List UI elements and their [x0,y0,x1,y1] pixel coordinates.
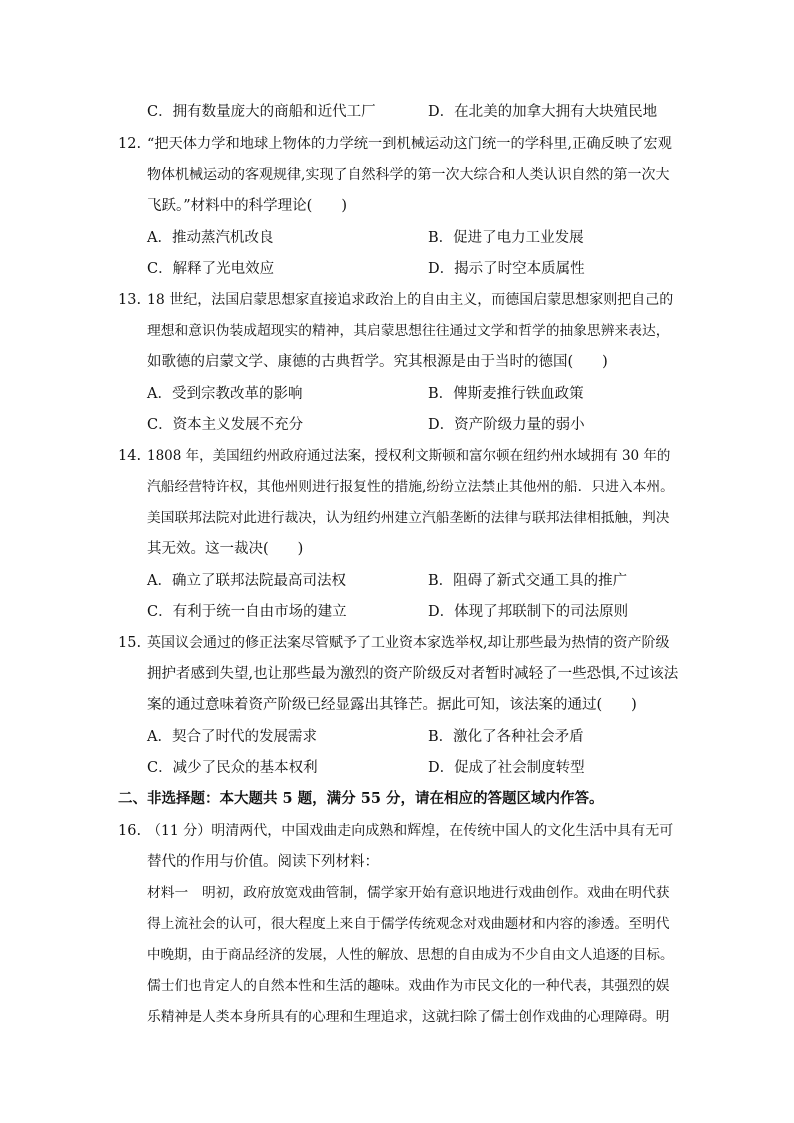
q13-option-a: A．受到宗教改革的影响 [147,386,303,402]
q15-option-d: D．促成了社会制度转型 [428,760,585,776]
q16-number: 16. [118,823,142,839]
q13-stem-line-2: 理想和意识伪装成超现实的精神，其启蒙思想往往通过文学和哲学的抽象思辨来表达， [147,323,670,339]
q13-stem-line-1: 18 世纪，法国启蒙思想家直接追求政治上的自由主义，而德国启蒙思想家则把自己的 [147,292,674,308]
q15-stem-line-1: 英国议会通过的修正法案尽管赋予了工业资本家选举权,却让那些最为热情的资产阶级 [147,635,670,651]
q14-option-b: B．阻碍了新式交通工具的推广 [428,573,628,589]
q16-material-line-4: 儒士们也肯定人的自然本性和生活的趣味。戏曲作为市民文化的一种代表，其强烈的娱 [147,978,670,994]
q14-option-a: A．确立了联邦法院最高司法权 [147,573,346,589]
q16-material-line-5: 乐精神是人类本身所具有的心理和生理追求，这就扫除了儒士创作戏曲的心理障碍。明 [147,1009,670,1025]
q12-number: 12. [118,136,142,152]
q14-stem-line-3: 美国联邦法院对此进行裁决，认为纽约州建立汽船垄断的法律与联邦法律相抵触，判决 [147,510,670,526]
q12-stem-line-3: 飞跃。”材料中的科学理论( ) [147,198,347,214]
q12-option-b: B．促进了电力工业发展 [428,230,584,246]
section2-heading: 二、非选择题：本大题共 5 题，满分 55 分，请在相应的答题区域内作答。 [118,790,604,807]
q13-option-c: C．资本主义发展不充分 [147,417,304,433]
q14-option-d: D．体现了邦联制下的司法原则 [428,604,629,620]
q11-option-c: C．拥有数量庞大的商船和近代工厂 [147,104,376,120]
q12-option-c: C．解释了光电效应 [147,261,275,277]
q15-option-b: B．激化了各种社会矛盾 [428,729,584,745]
q12-stem-line-1: “把天体力学和地球上物体的力学统一到机械运动这门统一的学科里,正确反映了宏观 [147,136,672,152]
q15-stem-line-2: 拥护者感到失望,也让那些最为激烈的资产阶级反对者暂时减轻了一些恐惧,不过该法 [147,666,679,682]
q15-option-c: C．减少了民众的基本权利 [147,760,318,776]
q16-stem-line-1: （11 分）明清两代，中国戏曲走向成熟和辉煌，在传统中国人的文化生活中具有无可 [147,823,674,839]
q16-material-line-1: 材料一 明初，政府放宽戏曲管制，儒学家开始有意识地进行戏曲创作。戏曲在明代获 [147,885,670,901]
q13-option-d: D．资产阶级力量的弱小 [428,417,585,433]
q15-number: 15. [118,635,142,651]
q15-stem-line-3: 案的通过意味着资产阶级已经显露出其锋芒。据此可知，该法案的通过( ) [147,697,637,713]
q14-number: 14. [118,448,142,464]
q14-stem-line-2: 汽船经营特许权，其他州则进行报复性的措施,纷纷立法禁止其他州的船．只进入本州。 [147,479,674,495]
q16-stem-line-2: 替代的作用与价值。阅读下列材料： [147,854,379,870]
q16-material-line-3: 中晚期，由于商品经济的发展，人性的解放、思想的自由成为不少自由文人追逐的目标。 [147,947,674,963]
q13-option-b: B．俾斯麦推行铁血政策 [428,386,584,402]
q11-option-d: D．在北美的加拿大拥有大块殖民地 [428,104,658,120]
q15-option-a: A．契合了时代的发展需求 [147,729,317,745]
q13-stem-line-3: 如歌德的启蒙文学、康德的古典哲学。究其根源是由于当时的德国( ) [147,354,608,370]
q16-material-line-2: 得上流社会的认可，很大程度上来自于儒学传统观念对戏曲题材和内容的渗透。至明代 [147,916,670,932]
q12-stem-line-2: 物体机械运动的客观规律,实现了自然科学的第一次大综合和人类认识自然的第一次大 [147,167,670,183]
q14-stem-line-1: 1808 年，美国纽约州政府通过法案，授权利文斯顿和富尔顿在纽约州水域拥有 30 年的 [147,448,671,464]
q12-option-a: A．推动蒸汽机改良 [147,230,274,246]
q13-number: 13. [118,292,142,308]
q12-option-d: D．揭示了时空本质属性 [428,261,585,277]
q14-stem-line-4: 其无效。这一裁决( ) [147,541,304,557]
q14-option-c: C．有利于统一自由市场的建立 [147,604,347,620]
